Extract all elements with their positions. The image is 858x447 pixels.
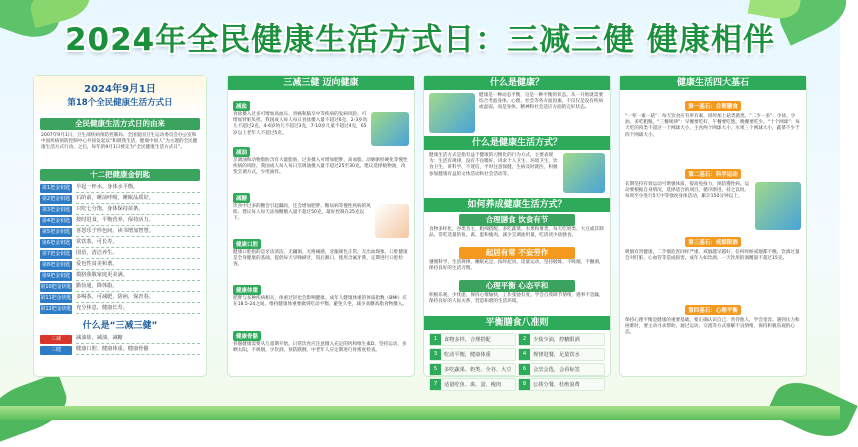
origin-text: 2007年9月1日，卫生部疾病预防控制局、全国爱国卫生运动委员会办公室和中国疾病预防控制中心共同发起以“和谐我生活，健康中国人”为主题的全民健康生活方式行动。之后，每年的9月1日被定为“全民健康生活方式日”。: [41, 133, 198, 151]
rule-item: 第11把金钥匙 多喝茶，可减肥，防病，保青春。: [40, 293, 200, 303]
section-weight: 健康体重 肥胖与多种疾病相关，体重过轻也会影响健康。成年人健康体重的体质指数（BMI）应在18.5-24之间。维持健康体重要做到吃动平衡，避免久坐，减少高糖高脂食物摄入。: [233, 277, 409, 323]
date-header: [34, 76, 206, 116]
three-title: 什么是“三减三健”: [82, 321, 158, 331]
right-panel: [620, 76, 806, 376]
reduce-panel: [228, 76, 414, 376]
three-list: [34, 331, 206, 358]
salt-image: [371, 112, 409, 146]
what-is-health-title: 什么是健康？: [424, 76, 610, 90]
sub-diet-label: 合理膳食 饮食有节: [459, 214, 575, 226]
sub-diet-text: 食物多样化，谷类为主，粗细搭配。多吃蔬菜、水果和薯类，每天吃奶类、大豆或其制品。常吃适量的鱼、禽、蛋和瘦肉，减少烹调油用量，吃清淡少盐膳食。: [429, 227, 604, 239]
three-row: 三减 减油盐、减油、减糖: [40, 334, 200, 344]
section-sugar: 减糖 饮食中过多的糖会引起龋齿，还会增加肥胖、糖尿病等慢性疾病的风险。建议每人每天添加糖摄入量不超过50克，最好控制在25克以下。: [233, 185, 409, 231]
section-oral: 健康口腔 健康口腔指的是牙齿清洁、无龋洞、无疼痛感，牙龈颜色正常，无出血现象。口腔健康是全身健康的基础。提倡每天早晚刷牙，饭后漱口，使用含氟牙膏，定期进行口腔检查。: [233, 231, 409, 277]
rule-item: 第9把金钥匙 摸脐我敬家庭更美满。: [40, 271, 200, 281]
guide-item: 1 食物多样，合理搭配: [429, 333, 516, 346]
date-text: 2024年9月1日: [84, 84, 156, 95]
rule-item: 第1把金钥匙 早起一杯水，身体水平衡。: [40, 183, 200, 193]
rule-item: 第10把金钥匙 勤俭通，降体脂。: [40, 282, 200, 292]
sub-mind-label: 心理平衡 心态平和: [459, 280, 575, 292]
rule-item: 第3把金钥匙 只吃七分饱，身体保持苗条。: [40, 205, 200, 215]
origin-title: 全民健康生活方式日的由来: [40, 118, 200, 130]
exercise-image: [755, 182, 801, 230]
reduce-sections: [228, 90, 414, 372]
section-oil: 减油 烹调油和动物脂肪含有大量脂肪，过多摄入可增加肥胖、高血脂、动脉粥样硬化等慢性疾病的风险。我国成人每人每日烹调油摄入量不超过25至30克。建议选择植物油，改变烹调方式，少用油炸。: [233, 139, 409, 185]
guide-item: 3 吃动平衡，健康体重: [429, 348, 516, 361]
bottom-grass: [0, 406, 840, 420]
exercise-image: [429, 93, 475, 133]
how-to-title: 如何养成健康生活方式？: [424, 198, 610, 212]
rules-title: 十二把健康金钥匙: [40, 169, 200, 181]
rule-item: 第2把金钥匙 石阶前，睡前呼吸，睡眠品质好。: [40, 194, 200, 204]
guide-grid: [424, 330, 610, 394]
guide-item: 2 少盐少油，控糖限酒: [518, 333, 605, 346]
rule-item: 第6把金钥匙 常饮茶，可长寿。: [40, 238, 200, 248]
three-row: 三健 健康口腔、健康体重、健康骨骼: [40, 345, 200, 355]
rule-item: 第5把金钥匙 喜怒乐于形色间，读书增加智慧。: [40, 227, 200, 237]
rule-item: 第7把金钥匙 国语，清洁养生。: [40, 249, 200, 259]
page-title: 2024年全民健康生活方式日：三减三健 健康相伴: [64, 22, 776, 58]
base-smoking: 第三基石：戒烟限酒 吸烟有害健康，二手烟危害同样严重。戒烟越早越好，任何时候戒烟都不晚。饮酒过量会对肝脏、心血管等造成损害。成年人如饮酒，一天饮用的酒精量不超过15克。: [625, 229, 801, 297]
guide-item: 6 会烹会选，会看标签: [518, 363, 605, 376]
rule-item: 第8把金钥匙 爱也性贫美和谐。: [40, 260, 200, 270]
left-panel: [34, 76, 206, 376]
festival-subtitle: 第18个全民健康生活方式日: [67, 98, 173, 108]
family-image: [563, 153, 605, 193]
right-panel-title: 健康生活四大基石: [620, 76, 806, 90]
guide-title: 平衡膳食八准则: [424, 316, 610, 330]
lifestyle-title: 什么是健康生活方式？: [424, 136, 610, 150]
guide-item: 5 多吃蔬果、奶类、全谷、大豆: [429, 363, 516, 376]
what-is-health-text: 健康是一种动态平衡，这是一种平衡的状态。从一开始就需要综合考虑身体、心理、社会等各方面因素，不仅仅是没有疾病或虚弱，而是身体、精神和社会适应方面的完好状态。: [479, 93, 604, 111]
sub-routine-label: 起居有常 不妄劳作: [459, 247, 575, 259]
lifestyle-text: 健康生活方式是指有益于健康的习惯化的行为方式，主要表现为：生活有规律，没有不良嗜好，讲求个人卫生、环境卫生、饮食卫生，讲科学、不迷信，平时注意保健，生病及时就医，积极参加健康有益的文体活动和社会活动等。: [429, 153, 558, 177]
health-panel: [424, 76, 610, 388]
rule-item: 第4把金钥匙 按时进食，平衡营养，保持活力。: [40, 216, 200, 226]
base-diet: 第一基石：合理膳食 “一荤一素一菇”：每天饮食应有荤有素，同时加上菇类菌类。“二少一多”：少盐、少油，多吃粗粮。“三餐规律”：早餐要吃好，午餐要吃饱，晚餐要吃少。“十个网球”：每天吃的肉类不超过一个网球大小，主食两个网球大小，水果三个网球大小，蔬菜不少于四个网球大小。: [625, 93, 801, 161]
reduce-panel-title: 三减三健 迈向健康: [228, 76, 414, 90]
guide-item: 8 公筷分餐，杜绝浪费: [518, 378, 605, 391]
base-mind: 第四基石：心理平衡 保持心理平衡是健康的重要基础。要正确认识自己，善待他人，学会宽容。遇到压力和困难时，要主动寻求帮助，通过运动、交流等方式排解不良情绪，保持积极乐观的心态。: [625, 297, 801, 365]
guide-item: 4 规律进餐，足量饮水: [518, 348, 605, 361]
sugar-image: [375, 204, 409, 238]
section-salt: 减盐 食盐摄入过多可增加高血压、胃癌和脑卒中等疾病的发病风险。可增加肾脏负担。我国成人每人每日食盐摄入量不超过6克，2-3岁幼儿不超过2克，4-6岁幼儿不超过3克，7-10岁儿童不超过4克，65岁以上老年人不超过5克。: [233, 93, 409, 139]
guide-item: 7 适量吃鱼、禽、蛋、瘦肉: [429, 378, 516, 391]
bases-list: [620, 90, 806, 368]
base-exercise: 第二基石：科学运动 长期坚持有效运动可增强体质，提高免疫力，预防慢性病。运动要根据自身情况，选择适合的项目，循序渐进，持之以恒。每周至少进行5天中等强度身体活动，累计150分钟以上。: [625, 161, 801, 229]
sub-routine-text: 遵循科学、生活规律，睡眠充足，按时起居。适量运动，坚持锻炼，不吸烟，不酗酒，保持良好的生活习惯。: [429, 260, 604, 272]
section-bone: 健康骨骼 骨骼健康需要从儿童期开始。日常饮食应注意摄入充足的钙和维生素D，坚持运动，多晒太阳，不吸烟，少饮酒，预防跌倒。中老年人应定期进行骨密度检查。: [233, 323, 409, 369]
rules-list: [34, 183, 206, 314]
rule-item: 第12把金钥匙 充分休息，健康长寿。: [40, 304, 200, 314]
sub-mind-text: 积极乐观，少忧虑，保持心情愉快，工作张弛有度。学会自我调节情绪，遇事不急躁，保持良好的人际关系，营造和谐的生活环境。: [429, 293, 604, 305]
